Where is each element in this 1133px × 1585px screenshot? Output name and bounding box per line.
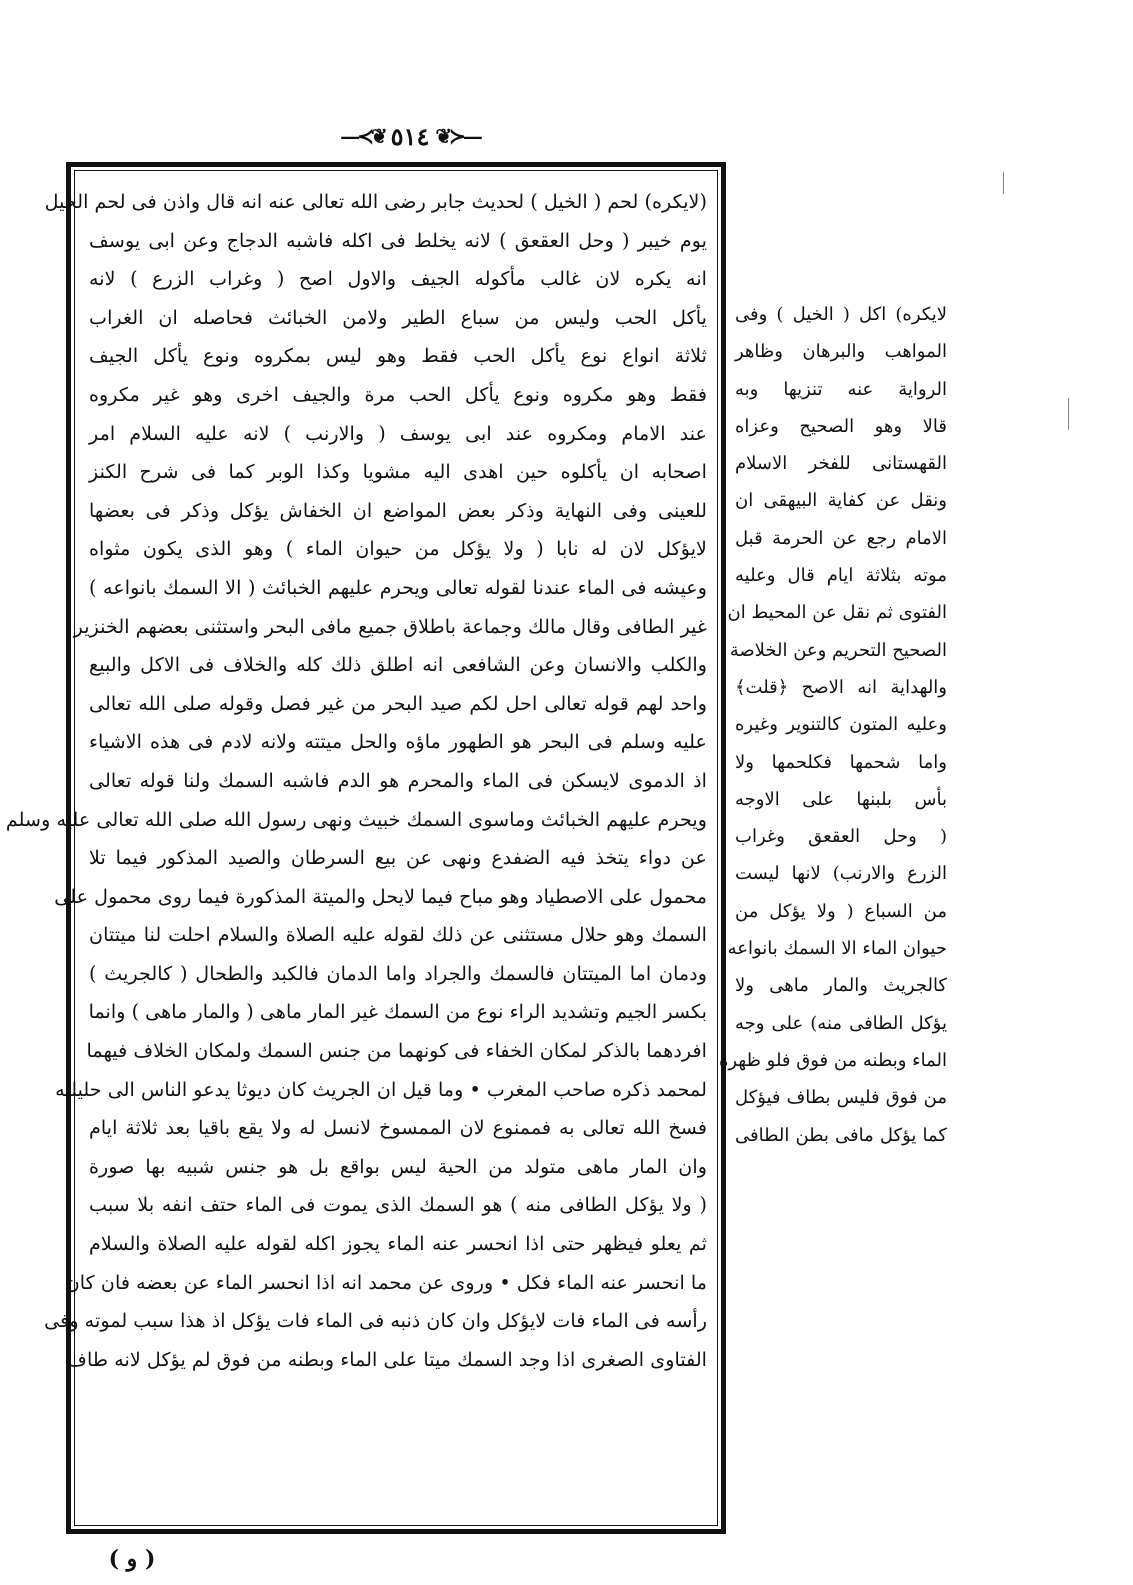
- margin-gloss-line: من فوق فليس بطاف فيؤكل: [735, 1087, 947, 1109]
- main-text-line: اصحابه ان يأكلوه حين اهدى اليه مشويا وكذا الوبر كما فى شرح الكنز: [89, 460, 707, 484]
- main-text-line: ( ولا يؤكل الطافى منه ) هو السمك الذى يموت فى الماء حتف انفه بلا سبب: [89, 1193, 707, 1217]
- margin-gloss-line: كما يؤكل مافى بطن الطافى: [735, 1124, 947, 1146]
- main-text-line: ويحرم عليهم الخبائث وماسوى السمك خبيث ونهى رسول الله صلى الله تعالى عليه وسلم: [5, 807, 707, 831]
- main-text-line: رأسه فى الماء فات لايؤكل وان كان ذنبه فى الماء فات يؤكل اذ هذا سبب لموته وفى: [44, 1309, 707, 1333]
- margin-gloss-line: حيوان الماء الا السمك بانواعه: [727, 938, 947, 960]
- margin-gloss-line: وعليه المتون كالتنوير وغيره: [735, 714, 947, 736]
- margin-gloss-line: بأس بلبنها على الاوجه: [735, 788, 947, 810]
- margin-gloss-line: يؤكل الطافى منه) على وجه: [735, 1012, 947, 1034]
- margin-gloss-line: واما شحمها فكلحمها ولا: [735, 751, 947, 773]
- margin-gloss-line: الصحيح التحريم وعن الخلاصة: [729, 639, 947, 661]
- page-number: [340, 118, 480, 154]
- margin-gloss-line: من السباع ( ولا يؤكل من: [735, 900, 947, 922]
- margin-gloss-line: ( وحل العقعق وغراب: [735, 826, 947, 848]
- main-text-line: لايؤكل لان له نابا ( ولا يؤكل من حيوان الماء ) وهو الذى يكون مثواه: [89, 537, 707, 561]
- margin-gloss-line: الامام رجع عن الحرمة قبل: [735, 527, 947, 549]
- main-text-line: محمول على الاصطياد وهو مباح فيما لايحل والميتة المذكورة فيما روى محمول على: [54, 884, 707, 908]
- margin-gloss-line: المواهب والبرهان وظاهر: [735, 341, 947, 363]
- main-text-line: افردهما بالذكر لمكان الخفاء فى كونهما من جنس السمك ولمكان الخلاف فيهما: [86, 1039, 707, 1063]
- margin-gloss-line: قالا وهو الصحيح وعزاه: [735, 415, 947, 437]
- margin-gloss-line: الماء وبطنه من فوق فلو ظهره: [718, 1049, 947, 1071]
- page-number-text: ٥١٤: [390, 121, 430, 151]
- margin-gloss-line: الفتوى ثم نقل عن المحيط ان: [727, 602, 947, 624]
- main-text-line: انه يكره لان غالب مأكوله الجيف والاول اصح ( وغراب الزرع ) لانه: [89, 267, 707, 291]
- margin-gloss-line: كالجريث والمار ماهى ولا: [735, 975, 947, 997]
- main-text-line: يأكل الحب وليس من سباع الطير ولامن الخبائث فحاصله ان الغراب: [89, 305, 707, 329]
- main-text-frame: [5, 162, 726, 1534]
- main-text-line: ثم يعلو فيظهر حتى اذا انحسر عنه الماء يجوز اكله لقوله عليه الصلاة والسلام: [89, 1232, 707, 1256]
- margin-gloss-line: القهستانى للفخر الاسلام: [735, 453, 947, 475]
- main-text-line: ودمان اما الميتتان فالسمك والجراد واما الدمان فالكبد والطحال ( كالجريث ): [89, 961, 707, 985]
- main-text-body: [5, 183, 707, 1511]
- main-text-line: وان المار ماهى متولد من الحية ليس بواقع بل هو جنس شبيه بها صورة: [89, 1154, 707, 1178]
- main-text-line: عليه وسلم فى البحر هو الطهور ماؤه والحل ميتته ولانه لادم فى هذه الاشياء: [89, 730, 707, 754]
- footer-signature: ( و ): [108, 1546, 156, 1572]
- main-text-line: يوم خيبر ( وحل العقعق ) لانه يخلط فى اكله فاشبه الدجاج وعن ابى يوسف: [89, 228, 707, 252]
- main-text-line: ثلاثة انواع نوع يأكل الحب فقط وهو ليس بمكروه ونوع يأكل الجيف: [89, 344, 707, 368]
- margin-gloss-line: والهداية انه الاصح ﴿قلت﴾: [735, 676, 947, 698]
- margin-gloss-line: موته بثلاثة ايام قال وعليه: [735, 565, 947, 587]
- main-text-line: غير الطافى وقال مالك وجماعة باطلاق جميع مافى البحر واستثنى بعضهم الخنزير: [73, 614, 707, 638]
- margin-gloss-line: الزرع والارنب) لانها ليست: [735, 863, 947, 885]
- main-text-line: فسخ الله تعالى به فممنوع لان الممسوخ لانسل له ولا يقع باقيا بعد ثلاثة ايام: [89, 1116, 707, 1140]
- margin-gloss: [718, 296, 947, 1226]
- main-text-line: لمحمد ذكره صاحب المغرب • وما قيل ان الجريث كان ديوثا يدعو الناس الى حليلته: [55, 1077, 707, 1101]
- main-text-line: بكسر الجيم وتشديد الراء نوع من السمك غير المار ماهى ( والمار ماهى ) وانما: [88, 1000, 707, 1024]
- main-text-line: السمك وهو حلال مستثنى عن ذلك لقوله عليه الصلاة والسلام احلت لنا ميتتان: [89, 923, 707, 947]
- main-text-line: عن دواء يتخذ فيه الضفدع ونهى عن بيع السرطان والصيد المذكور فيما تلا: [89, 846, 707, 870]
- scan-mark: [1068, 398, 1069, 430]
- main-text-line: والكلب والانسان وعن الشافعى انه اطلق ذلك كله والخلاف فى الاكل والبيع: [89, 653, 707, 677]
- margin-gloss-line: الرواية عنه تنزيها وبه: [735, 378, 947, 400]
- main-text-line: فقط وهو مكروه ونوع يأكل الحب مرة والجيف اخرى وهو غير مكروه: [89, 382, 707, 406]
- main-text-line: واحد لهم قوله تعالى احل لكم صيد البحر من غير فصل وقوله صلى الله تعالى: [89, 691, 707, 715]
- right-ornament-icon: ❦≻—: [435, 124, 480, 148]
- main-text-line: عند الامام ومكروه عند ابى يوسف ( والارنب ) لانه عليه السلام امر: [89, 421, 707, 445]
- main-text-line: اذ الدموى لايسكن فى الماء والمحرم هو الدم فاشبه السمك ولنا قوله تعالى: [89, 768, 707, 792]
- main-text-line: للعينى وفى النهاية وذكر بعض المواضع ان الخفاش يؤكل وذكر فى بعضها: [89, 498, 707, 522]
- scan-mark: [1003, 172, 1004, 194]
- main-text-line: ما انحسر عنه الماء فكل • وروى عن محمد انه اذا انحسر الماء عن بعضه فان كان: [65, 1270, 707, 1294]
- margin-gloss-line: لايكره) اكل ( الخيل ) وفى: [735, 304, 947, 325]
- margin-gloss-line: ونقل عن كفاية البيهقى ان: [735, 490, 947, 512]
- main-text-line: وعيشه فى الماء عندنا لقوله تعالى ويحرم عليهم الخبائث ( الا السمك بانواعه ): [89, 575, 707, 599]
- main-text-line: الفتاوى الصغرى اذا وجد السمك ميتا على الماء وبطنه من فوق لم يؤكل لانه طاف: [67, 1347, 707, 1371]
- left-ornament-icon: —≺❦: [340, 124, 385, 148]
- main-text-line: (لايكره) لحم ( الخيل ) لحديث جابر رضى الله تعالى عنه انه قال واذن فى لحم الخيل: [44, 190, 707, 213]
